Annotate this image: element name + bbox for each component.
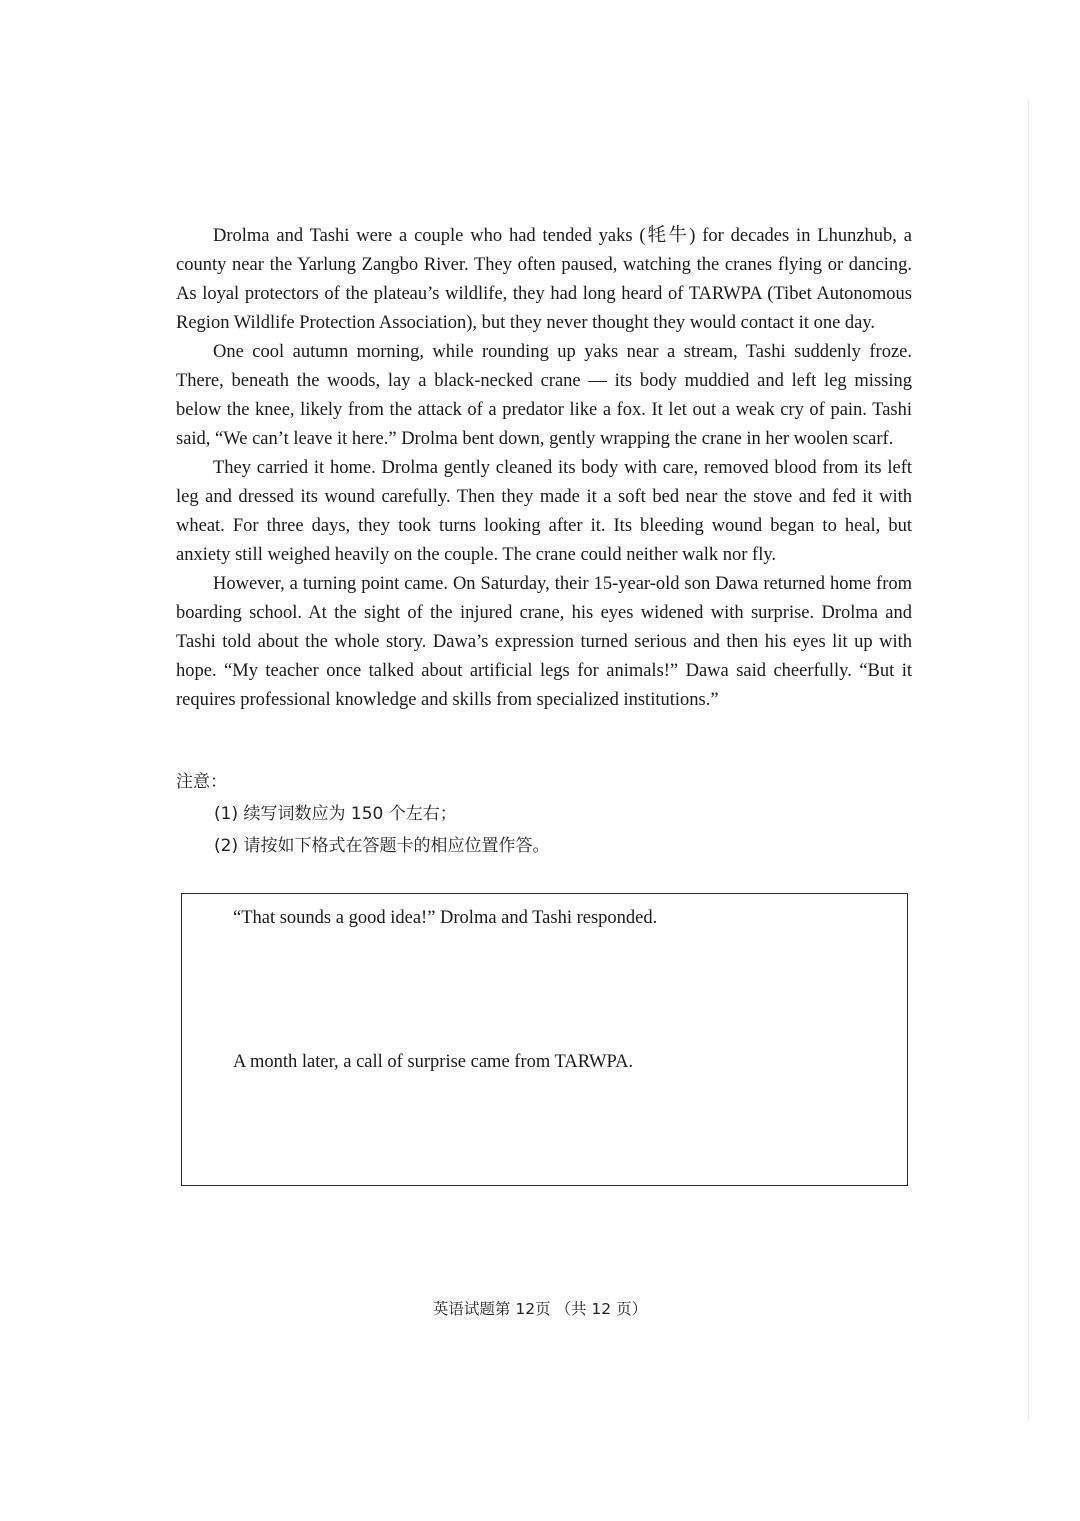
page-edge-line: [1028, 100, 1029, 1420]
story-passage: [176, 222, 912, 715]
paragraph-2-opening-sentence: A month later, a call of surprise came from TARWPA.: [233, 1052, 634, 1072]
notes-title: 注意：: [176, 772, 227, 792]
note-item-word-count: (1) 续写词数应为 150 个左右；: [214, 804, 457, 824]
instructions-notes: [176, 766, 912, 862]
passage-paragraph-3: They carried it home. Drolma gently cleaned its body with care, removed blood from its left leg and dressed its wound carefully. Then they made it a soft bed near the stove and fed it with wheat. For three days, they took turns looking after it. Its bleeding wound began to heal, but anxiety still weighed heavily on the couple. The crane could neither walk nor fly.: [176, 458, 912, 565]
note-item-answer-format: (2) 请按如下格式在答题卡的相应位置作答。: [214, 836, 550, 856]
passage-paragraph-2: One cool autumn morning, while rounding up yaks near a stream, Tashi suddenly froze. There, beneath the woods, lay a black-necked crane — its body muddied and left leg missing below the knee, likely from the attack of a predator like a fox. It let out a weak cry of pain. Tashi said, “We can’t leave it here.” Drolma bent down, gently wrapping the crane in her woolen scarf.: [176, 342, 912, 449]
answer-format-box: [181, 893, 908, 1186]
page-footer: 英语试题第 12页 （共 12 页）: [432, 1300, 648, 1318]
paragraph-1-opening-sentence: “That sounds a good idea!” Drolma and Tashi responded.: [233, 908, 658, 928]
passage-paragraph-4: However, a turning point came. On Saturday, their 15-year-old son Dawa returned home from boarding school. At the sight of the injured crane, his eyes widened with surprise. Drolma and Tashi told about the whole story. Dawa’s expression turned serious and then his eyes lit up with hope. “My teacher once talked about artificial legs for animals!” Dawa said cheerfully. “But it requires professional knowledge and skills from specialized institutions.”: [176, 574, 912, 710]
passage-paragraph-1: Drolma and Tashi were a couple who had tended yaks (牦牛) for decades in Lhunzhub, a county near the Yarlung Zangbo River. They often paused, watching the cranes flying or dancing. As loyal protectors of the plateau’s wildlife, they had long heard of TARWPA (Tibet Autonomous Region Wildlife Protection Association), but they never thought they would contact it one day.: [176, 226, 912, 333]
